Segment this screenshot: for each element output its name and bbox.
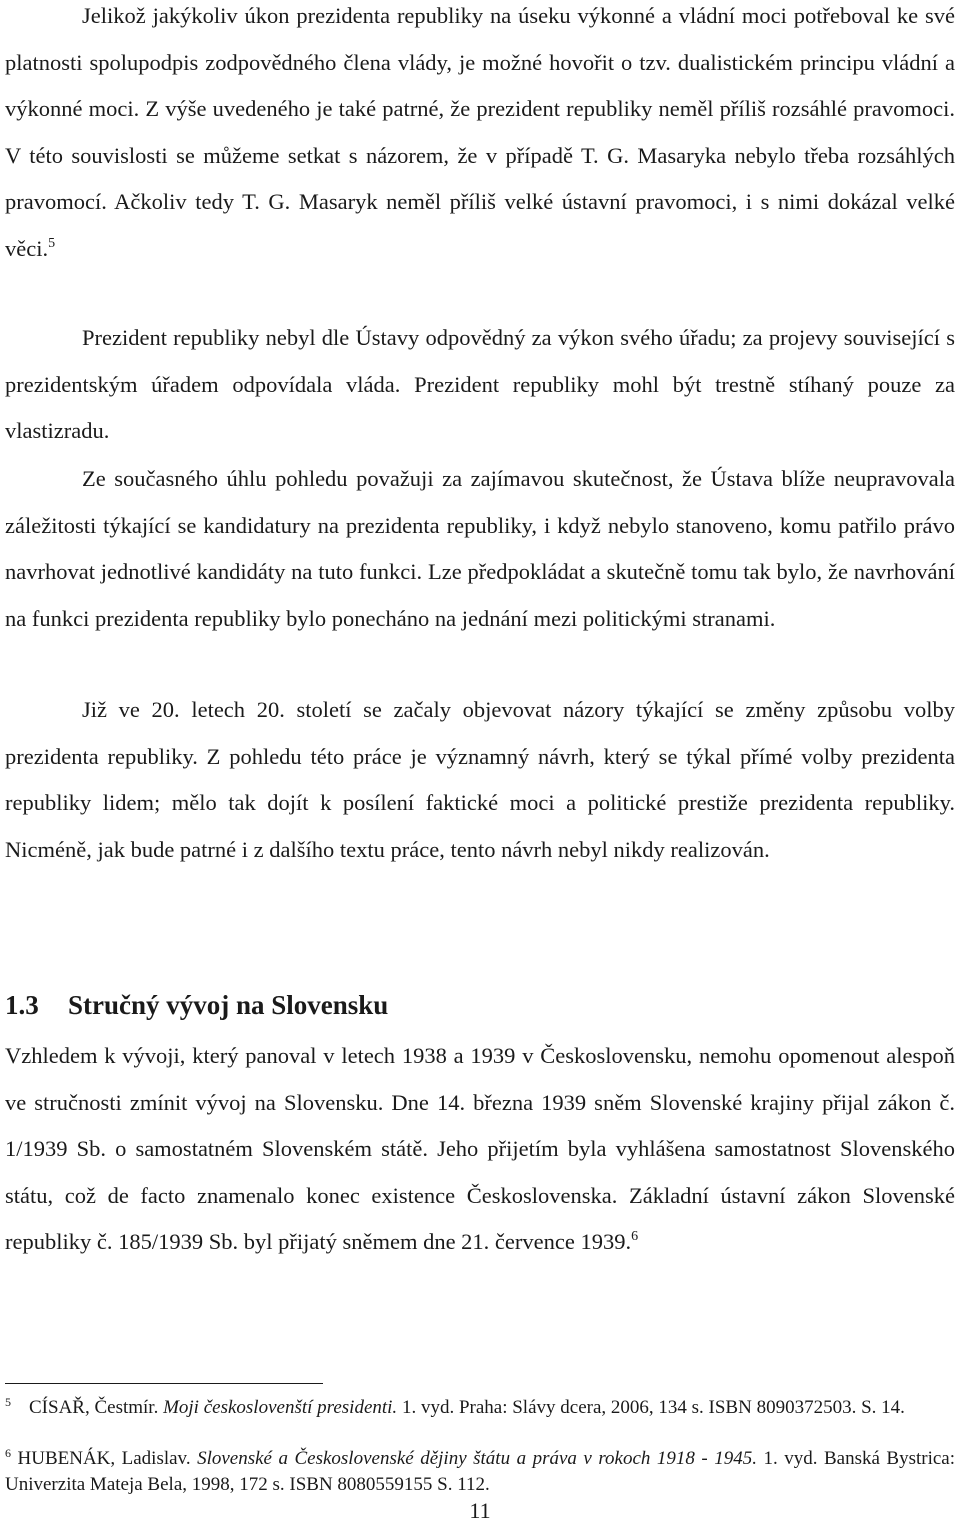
footnote-6 [5, 1446, 955, 1497]
section-title: Stručný vývoj na Slovensku [68, 990, 389, 1020]
paragraph-direct-election: Již ve 20. letech 20. století se začaly objevovat názory týkající se změny způsobu volby prezidenta republiky. Z pohledu této práce je významný návrh, který se týkal přímé volby prezidenta republiky lidem; mělo tak dojít k posílení faktické moci a politické prestiže prezidenta republiky. Nicméně, jak bude patrné i z dalšího textu práce, tento návrh nebyl nikdy realizován. [5, 697, 955, 862]
footnote-title: Slovenské a Československé dějiny štátu a práva v rokoch 1918 - 1945. [197, 1448, 757, 1469]
paragraph-candidacy: Ze současného úhlu pohledu považuji za zajímavou skutečnost, že Ústava blíže neupravovala záležitosti týkající se kandidatury na prezidenta republiky, i když nebylo stanoveno, komu patřilo právo navrhovat jednotlivé kandidáty na tuto funkci. Lze předpokládat a skutečně tomu tak bylo, že navrhování na funkci prezidenta republiky bylo ponecháno na jednání mezi politickými stranami. [5, 466, 955, 631]
footnote-number: 5 [5, 1395, 11, 1409]
footnote-author: HUBENÁK, Ladislav. [17, 1448, 191, 1469]
footnote-5 [5, 1395, 955, 1421]
footnote-ref-5[interactable]: 5 [48, 235, 56, 251]
footnote-details: 1. vyd. Banská Bystrica: Univerzita Mateja Bela, 1998, 172 s. ISBN 8080559155 S. 112. [5, 1448, 956, 1495]
paragraph-slovakia: Vzhledem k vývoji, který panoval v letech 1938 a 1939 v Československu, nemohu opomenout alespoň ve stručnosti zmínit vývoj na Slovensku. Dne 14. března 1939 sněm Slovenské krajiny přijal zákon č. 1/1939 Sb. o samostatném Slovenském státě. Jeho přijetím byla vyhlášena samostatnost Slovenského státu, což de facto znamenalo konec existence Československa. Základní ústavní zákon Slovenské republiky č. 185/1939 Sb. byl přijatý sněmem dne 21. července 1939.$^6$ [5, 1043, 955, 1255]
section-number: 1.3 [5, 990, 39, 1020]
footnote-title: Moji českoslovenští presidenti. [163, 1397, 398, 1418]
footnote-details: 1. vyd. Praha: Slávy dcera, 2006, 134 s. ISBN 8090372503. S. 14. [401, 1397, 905, 1418]
footnote-author: CÍSAŘ, Čestmír. [29, 1397, 159, 1418]
section-heading [5, 982, 388, 1028]
footnote-ref-6[interactable]: 6 [631, 1229, 639, 1245]
footnote-separator [5, 1383, 323, 1384]
paragraph-president-responsibility: Prezident republiky nebyl dle Ústavy odpovědný za výkon svého úřadu; za projevy související s prezidentským úřadem odpovídala vláda. Prezident republiky mohl být trestně stíhaný pouze za vlastizradu. [5, 325, 955, 444]
page-number: 11 [469, 1498, 491, 1523]
paragraph-president-powers: Jelikož jakýkoliv úkon prezidenta republiky na úseku výkonné a vládní moci potřeboval ke své platnosti spolupodpis zodpovědného člena vlády, je možné hovořit o tzv. dualistickém principu vládní a výkonné moci. Z výše uvedeného je také patrné, že prezident republiky neměl příliš rozsáhlé pravomoci. V této souvislosti se můžeme setkat s názorem, že v případě T. G. Masaryka nebylo třeba rozsáhlých pravomocí. Ačkoliv tedy T. G. Masaryk neměl příliš velké ústavní pravomoci, i s nimi dokázal velké věci.$^5$ [5, 3, 955, 261]
footnote-number: 6 [5, 1446, 11, 1460]
